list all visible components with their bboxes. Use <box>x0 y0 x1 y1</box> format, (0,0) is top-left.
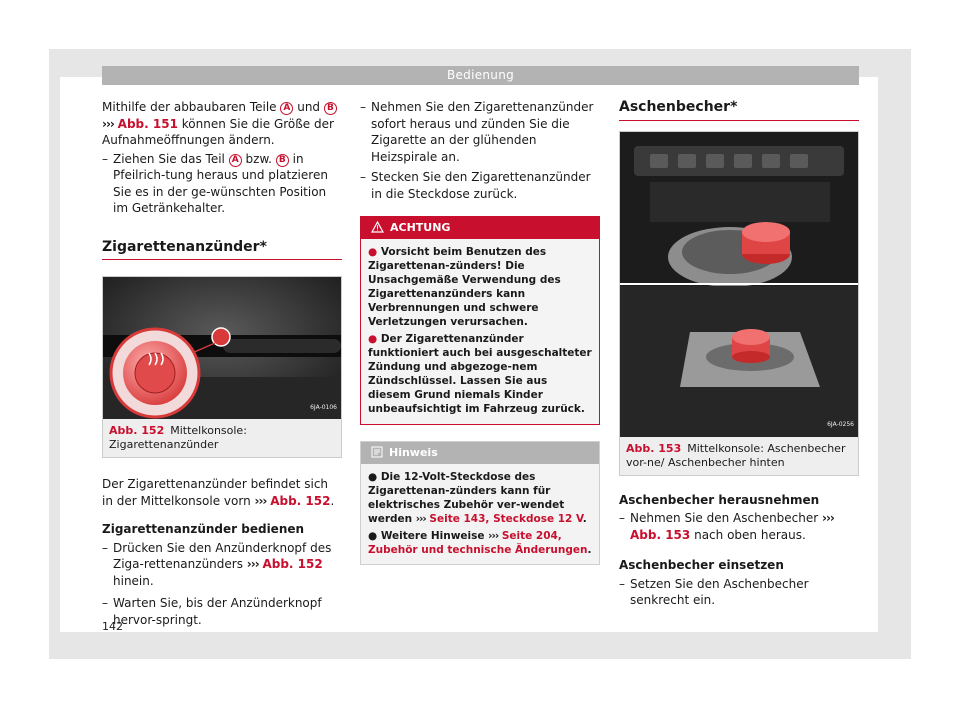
bullet-dot: ● <box>368 530 378 542</box>
note-item <box>368 470 592 526</box>
note-end: . <box>582 513 587 525</box>
warning-body <box>361 239 599 424</box>
intro-text: Mithilfe der abbaubaren Teile <box>102 100 277 114</box>
step-text: Nehmen Sie den Zigarettenanzünder sofort heraus und zünden Sie die Zigarette an der glühenden Heizspirale an. <box>371 100 594 164</box>
note-end: . <box>587 544 592 556</box>
warning-text: Vorsicht beim Benutzen des Zigarettenan-zünders! Die Unsachgemäße Verwendung des Zigarettenanzünders kann Verbrennungen und schwere Verletzungen verursachen. <box>368 246 561 328</box>
bullet-dot: ● <box>368 471 378 483</box>
note-title: Hinweis <box>389 446 438 459</box>
warning-triangle-icon <box>371 219 384 241</box>
step-remove-lighter <box>360 99 600 165</box>
step-text: Setzen Sie den Aschenbecher senkrecht ein. <box>630 576 809 607</box>
warning-title: ACHTUNG <box>390 221 451 234</box>
ashtray-illustration <box>620 132 858 437</box>
console-lighter-photo <box>103 277 341 419</box>
subhead-remove: Aschenbecher herausnehmen <box>619 492 820 507</box>
note-box <box>360 441 600 565</box>
ref-arrows: ››› <box>254 493 267 508</box>
warning-header <box>361 217 599 239</box>
step-text: Drücken Sie den Anzünderknopf des Ziga-rettenanzünders <box>113 540 332 571</box>
step-wait <box>102 595 342 628</box>
ref-link-abb153[interactable]: Abb. 153 <box>630 527 691 542</box>
step-insert-ashtray <box>619 576 859 609</box>
body-paragraph <box>102 476 342 509</box>
dash: – <box>102 540 108 555</box>
dash: – <box>360 170 366 184</box>
step-press-button <box>102 540 342 590</box>
dash: – <box>102 596 108 610</box>
ref-arrows: ››› <box>488 530 499 542</box>
step-remove-ashtray <box>619 510 859 543</box>
section-title-zigarettenanzuender: Zigarettenanzünder* <box>102 239 342 261</box>
warning-box <box>360 216 600 425</box>
page-header: Bedienung <box>102 66 859 85</box>
intro-and: und <box>297 100 321 114</box>
figure-153 <box>619 131 859 476</box>
figure-caption-text: Mittelkonsole: Aschenbecher vor-ne/ Aschenbecher hinten <box>626 441 846 469</box>
ref-link-abb152[interactable]: Abb. 152 <box>262 557 323 571</box>
warning-text: Der Zigarettenanzünder funktioniert auch bei ausgeschalteter Zündung und abgezoge-nem Zündschlüssel. Lassen Sie aus diesem Grund niemals Kinder unbeaufsichtigt im Fahrzeug zurück. <box>368 333 592 415</box>
step-text-end: in Pfeilrich-tung heraus und platzieren Sie es in der ge-wünschten Position im Getränkehalter. <box>113 151 328 215</box>
note-header <box>361 442 599 464</box>
intro-text-end: können Sie die Größe der Aufnahmeöffnungen ändern. <box>102 116 334 147</box>
ref-arrows: ››› <box>822 511 834 525</box>
column-left <box>102 99 342 628</box>
ashtray-photo <box>620 132 858 437</box>
step-pull-part <box>102 151 342 217</box>
marker-a: A <box>229 154 242 167</box>
step-reinsert <box>360 169 600 202</box>
dash: – <box>619 511 625 525</box>
marker-a: A <box>280 102 293 115</box>
warning-item <box>368 245 592 329</box>
step-text: Nehmen Sie den Aschenbecher <box>630 511 819 525</box>
intro-paragraph <box>102 99 342 149</box>
bullet-dot: ● <box>368 333 378 345</box>
photo-code: 6JA-0256 <box>827 421 854 428</box>
body-end: . <box>330 493 335 508</box>
figure-number: Abb. 152 <box>109 424 165 437</box>
note-item <box>368 529 592 557</box>
dash: – <box>360 100 366 114</box>
marker-b: B <box>324 102 337 115</box>
ref-arrows: ››› <box>246 557 259 571</box>
subhead-insert: Aschenbecher einsetzen <box>619 558 784 572</box>
body-text: Der Zigarettenanzünder befindet sich in der Mittelkonsole vorn <box>102 477 329 508</box>
ref-arrows: ››› <box>102 116 114 131</box>
ref-link-abb152[interactable]: Abb. 152 <box>270 493 331 508</box>
step-text: Warten Sie, bis der Anzünderknopf hervor-springt. <box>113 596 322 627</box>
step-text-bzw: bzw. <box>245 151 272 166</box>
ref-arrows: ››› <box>415 513 426 525</box>
ref-link-abb151[interactable]: Abb. 151 <box>117 116 178 131</box>
note-text: Weitere Hinweise <box>380 530 485 542</box>
step-text-end: nach oben heraus. <box>694 527 806 542</box>
section-title-aschenbecher: Aschenbecher* <box>619 99 859 121</box>
column-right <box>619 99 859 609</box>
ref-link-seite143[interactable]: Seite 143, Steckdose 12 V <box>429 513 583 525</box>
note-icon <box>371 444 383 466</box>
note-text: Die 12-Volt-Steckdose des Zigarettenan-zünders kann für elektrisches Zubehör ver-wendet werden <box>368 471 565 525</box>
figure-caption <box>620 437 858 475</box>
figure-caption <box>103 419 341 457</box>
step-text-end: hinein. <box>113 573 154 588</box>
bullet-dot: ● <box>368 246 378 258</box>
figure-number: Abb. 153 <box>626 441 682 455</box>
subhead-operate: Zigarettenanzünder bedienen <box>102 522 305 536</box>
figure-caption-text: Mittelkonsole: Zigarettenanzünder <box>109 424 247 451</box>
figure-152 <box>102 276 342 458</box>
ref-link-seite204[interactable]: Seite 204, Zubehör und technische Änderungen <box>368 530 588 556</box>
lighter-illustration <box>103 277 341 419</box>
dash: – <box>619 576 625 591</box>
marker-b: B <box>276 154 289 167</box>
warning-item <box>368 332 592 416</box>
page-number: 142 <box>102 620 123 633</box>
step-text: Stecken Sie den Zigarettenanzünder in die Steckdose zurück. <box>371 170 591 201</box>
dash: – <box>102 151 108 166</box>
column-middle <box>360 99 600 565</box>
step-text: Ziehen Sie das Teil <box>113 151 225 166</box>
note-body <box>361 464 599 564</box>
photo-code: 6JA-0106 <box>310 403 337 411</box>
